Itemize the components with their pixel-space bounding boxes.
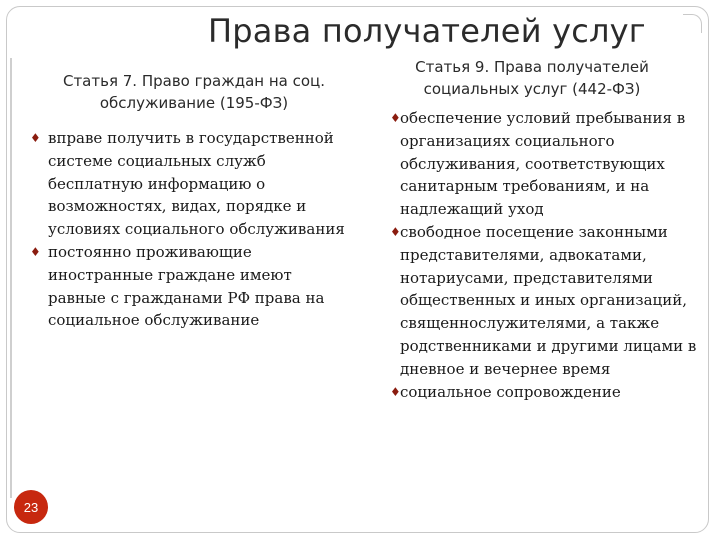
right-column-heading: Статья 9. Права получателей социальных услуг (442-ФЗ) [415, 58, 649, 98]
frame-corner-decoration [683, 14, 702, 33]
slide-number-badge: 23 [14, 490, 48, 524]
diamond-bullet-icon: ♦ [390, 224, 401, 239]
diamond-bullet-icon: ♦ [390, 384, 401, 399]
list-item [390, 381, 700, 404]
list-item [390, 221, 700, 381]
list-item-text: обеспечение условий пребывания в организациях социального обслуживания, соответствующих санитарным требованиям, и на надлежащий уход [400, 109, 686, 219]
left-accent-line [10, 58, 12, 498]
list-item-text: социальное сопровождение [400, 382, 621, 401]
list-item-text: постоянно проживающие иностранные граждане имеют равные с гражданами РФ права на социальное обслуживание [48, 242, 325, 330]
list-item [30, 127, 350, 241]
diamond-bullet-icon: ♦ [390, 111, 401, 125]
slide-title: Права получателей услуг [208, 12, 646, 50]
list-item-text: вправе получить в государственной системе социальных служб бесплатную информацию о возможностях, видах, порядке и условиях социального обслуживания [48, 129, 345, 239]
diamond-bullet-icon: ♦ [30, 244, 41, 259]
list-item-text: свободное посещение законными представителями, адвокатами, нотариусами, представителями общественных и иных организаций, священнослужителями, а также родственниками и другими лицами в дневное и вечернее время [400, 222, 697, 378]
diamond-bullet-icon: ♦ [30, 131, 41, 145]
left-column-heading: Статья 7. Право граждан на соц. обслуживание (195-ФЗ) [62, 72, 326, 112]
right-bullet-list [390, 107, 700, 403]
list-item [30, 241, 350, 332]
left-bullet-list [30, 127, 350, 332]
list-item [390, 107, 700, 221]
